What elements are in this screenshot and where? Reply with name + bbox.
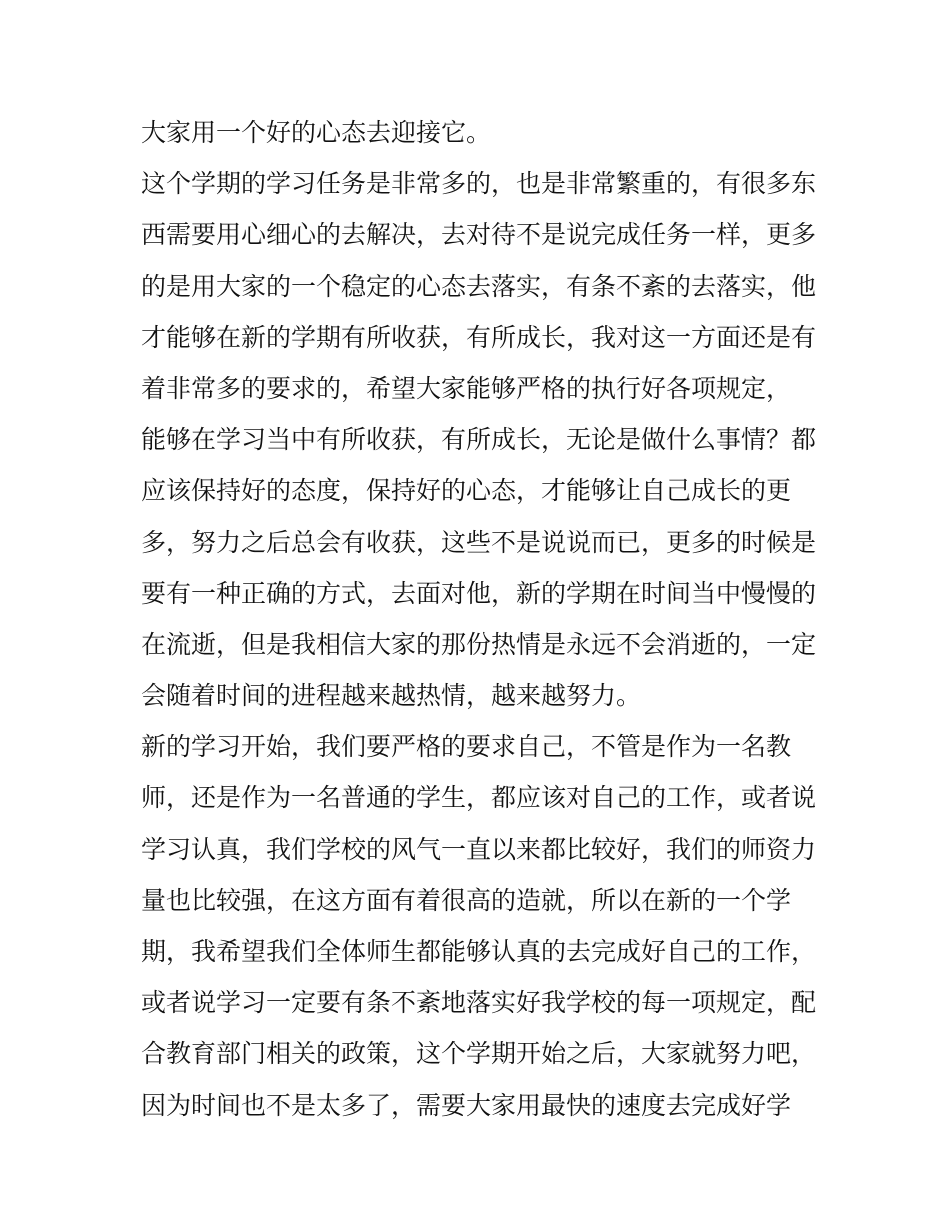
text-line: 这个学期的学习任务是非常多的，也是非常繁重的，有很多东 <box>141 169 817 199</box>
text-line: 会随着时间的进程越来越热情，越来越努力。 <box>141 681 642 711</box>
body-text <box>141 107 821 1131</box>
text-line: 大家用一个好的心态去迎接它。 <box>141 118 492 147</box>
text-line: 学习认真，我们学校的风气一直以来都比较好，我们的师资力 <box>141 834 817 864</box>
text-line: 多，努力之后总会有收获，这些不是说说而已，更多的时候是 <box>141 527 817 557</box>
text-line: 才能够在新的学期有所收获，有所成长，我对这一方面还是有 <box>141 322 817 352</box>
text-line: 因为时间也不是太多了，需要大家用最快的速度去完成好学 <box>141 1090 792 1120</box>
text-line: 量也比较强，在这方面有着很高的造就，所以在新的一个学 <box>141 885 792 915</box>
text-line: 西需要用心细心的去解决，去对待不是说完成任务一样，更多 <box>141 220 817 250</box>
text-line: 能够在学习当中有所收获，有所成长，无论是做什么事情？都 <box>141 425 817 455</box>
text-line: 在流逝，但是我相信大家的那份热情是永远不会消逝的，一定 <box>141 629 817 659</box>
text-line: 师，还是作为一名普通的学生，都应该对自己的工作，或者说 <box>141 783 817 813</box>
text-line: 期，我希望我们全体师生都能够认真的去完成好自己的工作， <box>141 937 817 966</box>
text-line: 的是用大家的一个稳定的心态去落实，有条不紊的去落实，他 <box>141 271 817 301</box>
text-line: 应该保持好的态度，保持好的心态，才能够让自己成长的更 <box>141 476 792 506</box>
text-line: 或者说学习一定要有条不紊地落实好我学校的每一项规定，配 <box>141 988 817 1018</box>
text-line: 合教育部门相关的政策，这个学期开始之后，大家就努力吧， <box>141 1039 817 1069</box>
text-line: 着非常多的要求的，希望大家能够严格的执行好各项规定， <box>141 373 792 403</box>
text-line: 要有一种正确的方式，去面对他，新的学期在时间当中慢慢的 <box>141 578 817 608</box>
text-line: 新的学习开始，我们要严格的要求自己，不管是作为一名教 <box>141 732 792 762</box>
